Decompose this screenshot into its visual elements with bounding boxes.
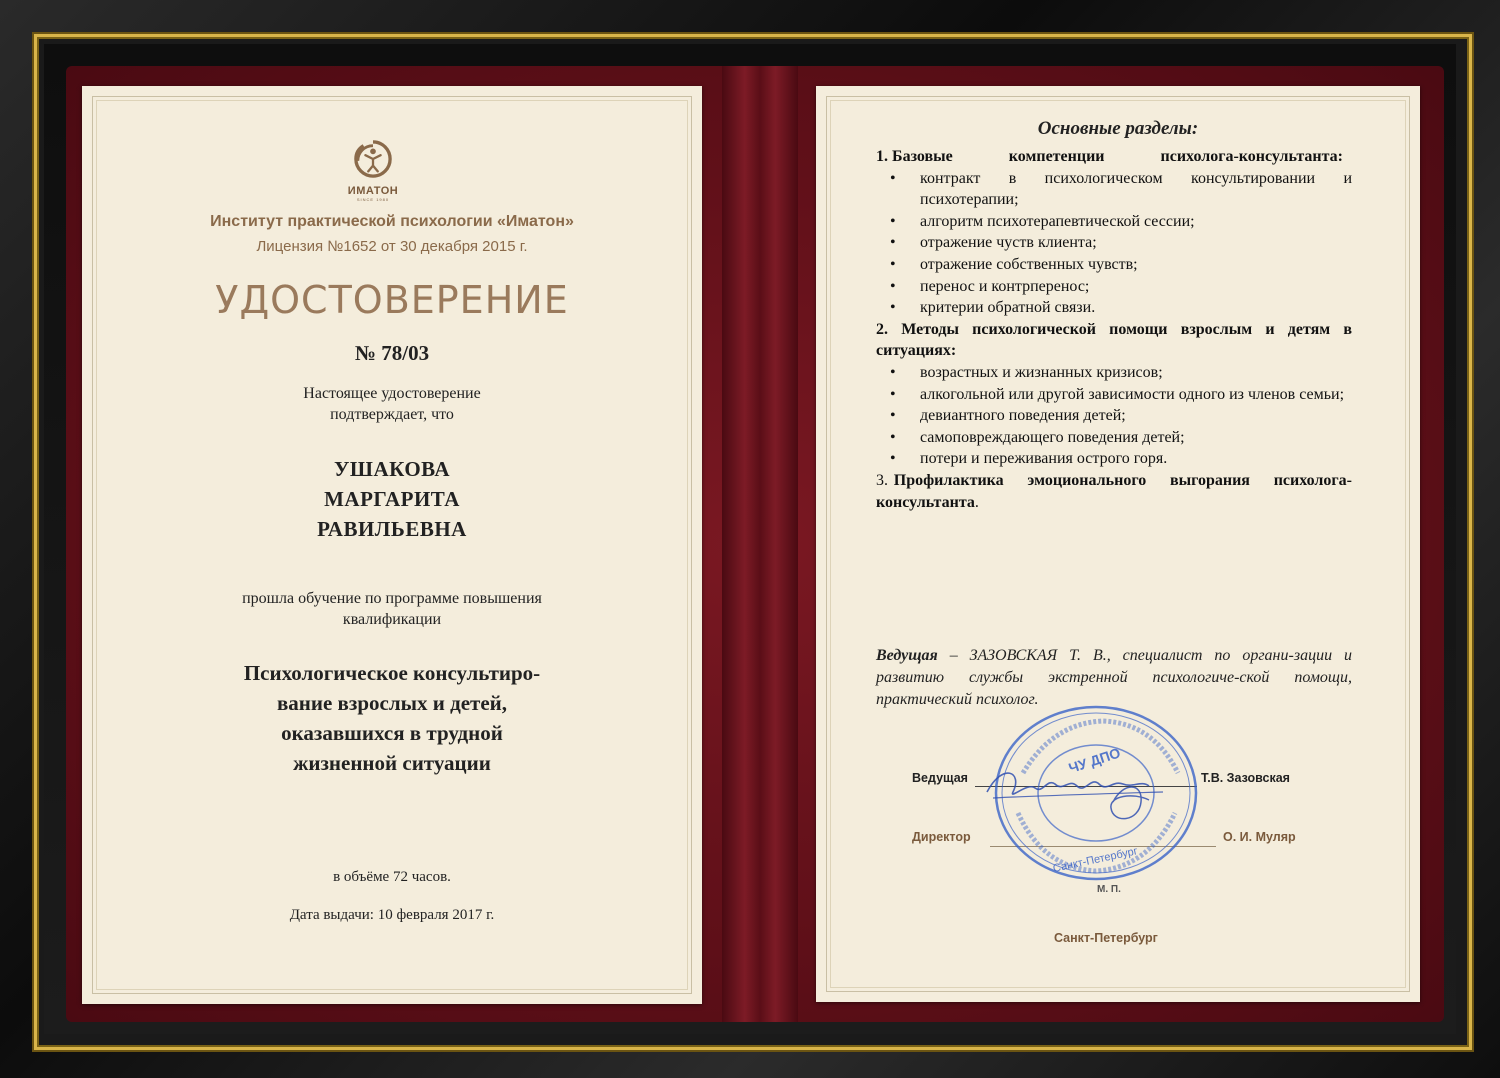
stamp-city-text: Санкт-Петербург: [1051, 845, 1139, 875]
section-1-heading: [876, 146, 1352, 168]
sig-director-label: Директор: [912, 830, 971, 844]
program-line: Психологическое консультиро-: [243, 661, 541, 685]
confirm-text: [82, 383, 702, 425]
page-border-inner: [96, 100, 688, 990]
section-3-heading: [876, 470, 1352, 513]
holder-patronymic: РАВИЛЬЕВНА: [317, 517, 467, 541]
imaton-logo: [342, 140, 404, 202]
sig-director-name: О. И. Муляр: [1223, 830, 1296, 844]
imaton-logo-icon: [354, 140, 392, 178]
list-item: • самоповреждающего поведения детей;: [876, 427, 1352, 449]
section-3-end: .: [974, 493, 979, 511]
program-title: [82, 658, 702, 778]
lead-note: [876, 645, 1352, 711]
list-item: • перенос и контрперенос;: [876, 276, 1352, 298]
logo-name: ИМАТОН: [347, 185, 399, 197]
confirm-line: подтверждает, что: [330, 406, 454, 423]
sig-lead-label: Ведущая: [912, 771, 968, 785]
license-line: Лицензия №1652 от 30 декабря 2015 г.: [256, 238, 528, 255]
program-line: жизненной ситуации: [293, 751, 491, 775]
stamp-place-mark: М. П.: [1097, 884, 1121, 895]
section-1-number: 1.: [876, 148, 888, 165]
city: Санкт-Петербург: [1054, 931, 1158, 945]
list-item: • потери и переживания острого горя.: [876, 448, 1352, 470]
section-3-number: 3.: [876, 471, 888, 489]
list-item: • алгоритм психотерапевтической сессии;: [876, 211, 1352, 233]
training-line: квалификации: [342, 611, 442, 628]
program-line: оказавшихся в трудной: [281, 721, 503, 745]
document-number: № 78/03: [354, 341, 430, 365]
holder-surname: УШАКОВА: [333, 457, 451, 481]
training-line: прошла обучение по программе повышения: [242, 590, 542, 607]
section-1-title: Базовые компетенции психолога-консультанта:: [892, 148, 1343, 165]
list-item: • критерии обратной связи.: [876, 297, 1352, 319]
sections-list: [876, 146, 1352, 513]
sig-lead-name: Т.В. Зазовская: [1201, 771, 1290, 785]
holder-first-name: МАРГАРИТА: [324, 487, 460, 511]
section-1-items: [876, 168, 1352, 319]
confirm-line: Настоящее удостоверение: [303, 385, 481, 402]
document-title: УДОСТОВЕРЕНИЕ: [215, 278, 569, 322]
training-text: [82, 588, 702, 630]
signature: [973, 752, 1178, 832]
logo-since: SINCE 1980: [356, 197, 390, 202]
cover-spine: [722, 66, 798, 1022]
lead-label: Ведущая: [876, 647, 938, 664]
list-item: • отражение собственных чувств;: [876, 254, 1352, 276]
section-2-heading: 2. Методы психологической помощи взрослым и детям в ситуациях:: [876, 320, 1352, 360]
program-hours: в объёме 72 часов.: [333, 869, 451, 885]
section-2-items: [876, 362, 1352, 470]
list-item: • возрастных и жизнанных кризисов;: [876, 362, 1352, 384]
list-item: • контракт в психологическом консультировании и психотерапии;: [876, 168, 1352, 211]
lead-text: – ЗАЗОВСКАЯ Т. В., специалист по органи-зации и развитию службы экстренной психологиче-ской помощи, практический психолог.: [876, 647, 1352, 708]
sections-title: Основные разделы:: [1037, 118, 1199, 139]
stamp-center-text: ЧУ ДПО: [1066, 744, 1123, 777]
issue-date: Дата выдачи: 10 февраля 2017 г.: [289, 907, 495, 923]
list-item: • отражение чуств клиента;: [876, 232, 1352, 254]
list-item: • алкогольной или другой зависимости одного из членов семьи;: [876, 384, 1352, 406]
list-item: • девиантного поведения детей;: [876, 405, 1352, 427]
program-line: вание взрослых и детей,: [276, 691, 508, 715]
holder-name: [82, 454, 702, 544]
section-3-title: Профилактика эмоционального выгорания психолога-консультанта: [876, 471, 1352, 511]
institute-name: Институт практической психологии «Иматон»: [210, 213, 574, 230]
